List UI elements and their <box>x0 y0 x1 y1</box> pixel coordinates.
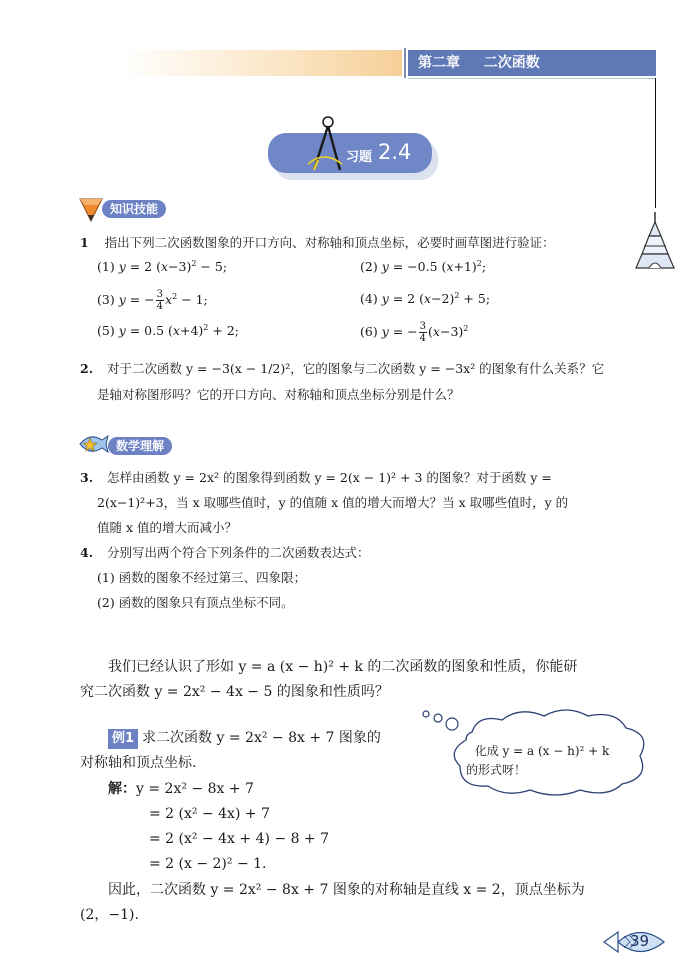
header-gradient <box>120 50 402 76</box>
example-1-line2: 对称轴和顶点坐标. <box>80 755 197 771</box>
badge-word: 习题 <box>346 150 373 165</box>
conclusion-line-2: (2，−1). <box>80 907 139 923</box>
example-text-1: 求二次函数 y = 2x² − 8x + 7 图象的 <box>142 730 381 746</box>
question-4-number: 4. <box>80 545 94 560</box>
question-1 <box>80 233 555 253</box>
question-2-line2: 是轴对称图形吗？它的开口方向、对称轴和顶点坐标分别是什么？ <box>97 387 460 402</box>
list-item: (1) y = 2 $(x-3)^2 - 5$; <box>97 258 228 274</box>
list-item: (1) 函数的图象不经过第三、四象限； <box>97 570 307 585</box>
example-1-line1 <box>108 727 381 749</box>
list-item: (5) y = 0.5 $(x+4)^2 + 2$; <box>97 322 239 338</box>
solution-step-text-1: y = 2x² − 8x + 7 <box>136 781 254 797</box>
solution-label: 解： <box>108 781 136 797</box>
question-4-text: 分别写出两个符合下列条件的二次函数表达式： <box>107 545 370 560</box>
badge-number: 2.4 <box>378 140 412 164</box>
margin-rule <box>655 78 656 208</box>
question-3-text-1: 怎样由函数 y = 2x² 的图象得到函数 y = 2(x − 1)² + 3 的图象？对于函数 y = <box>107 470 552 485</box>
chapter-number: 第二章 <box>418 55 460 71</box>
question-2-number: 2. <box>80 361 94 376</box>
question-2-text-1: 对于二次函数 y = −3(x − 1/2)²，它的图象与二次函数 y = −3x² 的图象有什么关系？它 <box>107 361 605 376</box>
question-1-number: 1 <box>80 235 89 250</box>
header-separator <box>404 48 406 78</box>
list-item: (6) y = − $\frac{3}{4}$ $(x-3)^2$ <box>360 321 469 344</box>
question-1-text: 指出下列二次函数图象的开口方向、对称轴和顶点坐标，必要时画草图进行验证： <box>104 235 555 250</box>
solution-step-4: = 2 (x − 2)² − 1. <box>149 856 267 872</box>
solution-step-3: = 2 (x² − 4x + 4) − 8 + 7 <box>149 831 330 847</box>
example-label: 例1 <box>108 729 138 749</box>
question-3-line2: 2(x−1)²+3，当 x 取哪些值时，y 的值随 x 值的增大而增大？当 x 取哪些值时，y 的 <box>97 495 569 510</box>
list-item: (4) y = 2 $(x-2)^2 + 5$; <box>360 290 491 306</box>
question-3-number: 3. <box>80 470 94 485</box>
tower-icon <box>630 210 680 272</box>
intro-line-2: 究二次函数 y = 2x² − 4x − 5 的图象和性质吗？ <box>80 684 389 700</box>
header-underline <box>408 78 656 79</box>
question-3-line1 <box>80 468 552 488</box>
solution-step-2: = 2 (x² − 4x) + 7 <box>149 806 270 822</box>
star-fish-icon <box>76 432 110 456</box>
chapter-title: 二次函数 <box>483 55 540 71</box>
cloud-line-2: 的形式呀！ <box>466 763 527 777</box>
solution-step-1 <box>108 778 254 800</box>
question-4 <box>80 543 370 563</box>
cloud-text <box>462 742 622 780</box>
intro-line-1: 我们已经认识了形如 y = a (x − h)² + k 的二次函数的图象和性质，你能研 <box>108 659 578 675</box>
compass-icon <box>306 112 346 174</box>
chapter-header <box>408 50 656 76</box>
list-item: (2) y = −0.5 $(x+1)^2$; <box>360 258 487 274</box>
cloud-line-1: 化成 y = a (x − h)² + k <box>474 744 610 758</box>
question-3-line3: 值随 x 值的增大而减小？ <box>97 520 237 535</box>
conclusion-line-1: 因此，二次函数 y = 2x² − 8x + 7 图象的对称轴是直线 x = 2，顶点坐标为 <box>108 882 585 898</box>
section-tag-understanding: 数学理解 <box>108 437 172 455</box>
page-number: 39 <box>630 932 650 950</box>
section-tag-skills: 知识技能 <box>102 200 166 218</box>
question-2-line1 <box>80 359 604 379</box>
list-item: (3) y = − $\frac{3}{4}$ $x^2 - 1$; <box>97 289 208 312</box>
pencil-tip-icon <box>78 195 104 223</box>
list-item: (2) 函数的图象只有顶点坐标不同。 <box>97 595 294 610</box>
